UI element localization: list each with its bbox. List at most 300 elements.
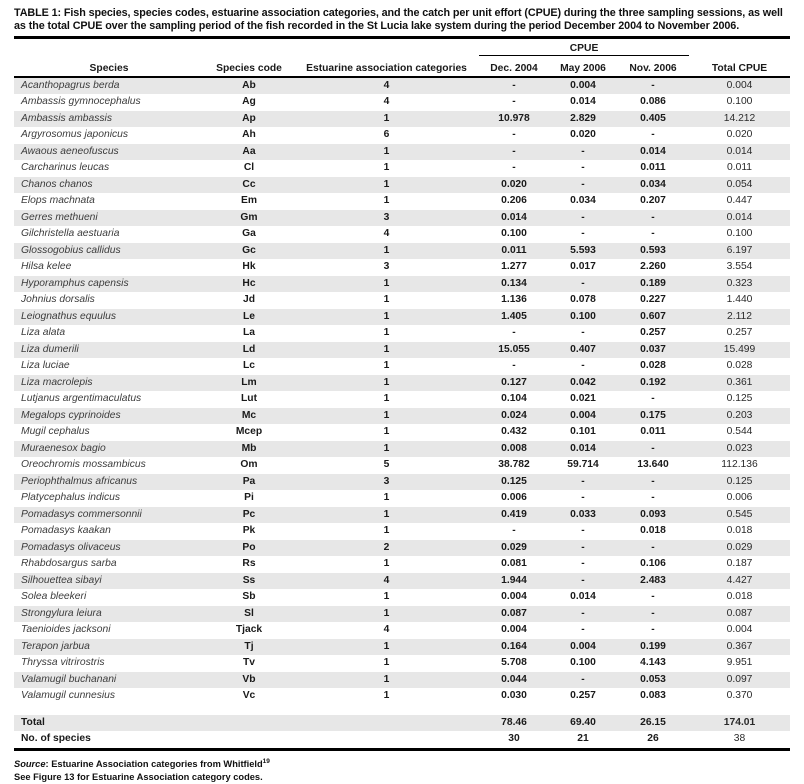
table-row — [14, 111, 790, 128]
estuarine-category: 3 — [383, 475, 390, 487]
table-row — [14, 457, 790, 474]
cpue-group-row — [14, 39, 790, 56]
cpue-dec-2004: 1.944 — [501, 574, 527, 586]
species-count-dec-2004: 30 — [479, 731, 549, 749]
table-row — [14, 523, 790, 540]
total-cpue: 0.018 — [726, 591, 753, 603]
total-row — [14, 715, 790, 732]
total-cpue: 9.951 — [726, 657, 753, 669]
table-row — [14, 375, 790, 392]
species-name: Awaous aeneofuscus — [21, 145, 119, 157]
cpue-dec-2004: 0.432 — [501, 426, 527, 438]
cpue-dec-2004: - — [512, 145, 516, 157]
species-name: Pomadasys olivaceus — [21, 541, 121, 553]
cpue-may-2006: 0.257 — [570, 690, 596, 702]
species-code: La — [242, 327, 256, 339]
cpue-may-2006: 5.593 — [570, 244, 596, 256]
species-code: Tv — [242, 657, 256, 669]
cpue-nov-2006: 0.083 — [640, 690, 666, 702]
cpue-may-2006: - — [581, 607, 585, 619]
species-code: Pi — [244, 492, 254, 504]
species-name: Periophthalmus africanus — [21, 475, 138, 487]
species-code: Aa — [242, 145, 256, 157]
cpue-may-2006: 0.101 — [570, 426, 596, 438]
species-name: Thryssa vitrirostris — [21, 657, 105, 669]
total-cpue: 15.499 — [723, 343, 756, 355]
source-reference-superscript: 19 — [262, 757, 270, 765]
estuarine-category: 1 — [383, 178, 390, 190]
species-code: Gc — [242, 244, 256, 256]
species-code: Lut — [240, 393, 257, 405]
estuarine-category: 2 — [383, 541, 390, 553]
total-cpue: 112.136 — [721, 459, 758, 471]
table-row — [14, 556, 790, 573]
empty-header-cell — [14, 39, 204, 56]
cpue-nov-2006: - — [651, 79, 655, 91]
cpue-dec-2004: 1.277 — [501, 261, 527, 273]
table-row — [14, 688, 790, 705]
cpue-nov-2006: 4.143 — [640, 657, 666, 669]
source-text: : Estuarine Association categories from Whitfield — [45, 758, 263, 769]
table-row — [14, 358, 790, 375]
species-code: Ah — [242, 129, 256, 141]
col-header-estuarine-category: Estuarine association categories — [294, 55, 479, 77]
table-row — [14, 226, 790, 243]
empty-cell — [204, 731, 294, 749]
species-code: Tjack — [235, 624, 263, 636]
species-code: Ap — [242, 112, 256, 124]
total-cpue: 0.006 — [726, 492, 753, 504]
cpue-nov-2006: - — [651, 607, 655, 619]
estuarine-category: 4 — [383, 96, 390, 108]
table-body — [14, 77, 790, 705]
cpue-dec-2004: 0.014 — [501, 211, 527, 223]
cpue-may-2006: - — [581, 327, 585, 339]
empty-header-cell — [689, 39, 790, 56]
cpue-dec-2004: - — [512, 129, 516, 141]
cpue-nov-2006: - — [651, 393, 655, 405]
species-code: Ld — [242, 343, 256, 355]
cpue-dec-2004: 0.081 — [501, 558, 527, 570]
species-name: Solea bleekeri — [21, 591, 87, 603]
species-code: Cl — [243, 162, 255, 174]
cpue-dec-2004: 0.127 — [501, 376, 527, 388]
cpue-dec-2004: 38.782 — [498, 459, 530, 471]
cpue-may-2006: - — [581, 541, 585, 553]
col-header-nov-2006: Nov. 2006 — [617, 55, 689, 77]
cpue-may-2006: - — [581, 178, 585, 190]
species-code: Le — [242, 310, 256, 322]
cpue-nov-2006: - — [651, 442, 655, 454]
species-name: Muraenesox bagio — [21, 442, 106, 454]
cpue-nov-2006: 0.086 — [640, 96, 666, 108]
estuarine-category: 1 — [383, 426, 390, 438]
cpue-nov-2006: 0.199 — [640, 640, 666, 652]
cpue-nov-2006: 0.257 — [640, 327, 666, 339]
species-name: Gilchristella aestuaria — [21, 228, 120, 240]
total-cpue-dec-2004: 78.46 — [501, 716, 527, 728]
cpue-nov-2006: 0.093 — [640, 508, 666, 520]
cpue-may-2006: 0.100 — [570, 657, 596, 669]
cpue-dec-2004: 0.030 — [501, 690, 527, 702]
total-cpue: 0.054 — [726, 178, 753, 190]
cpue-dec-2004: 0.020 — [501, 178, 527, 190]
estuarine-category: 1 — [383, 277, 390, 289]
total-cpue: 0.011 — [727, 162, 753, 174]
species-name: Silhouettea sibayi — [21, 574, 102, 586]
species-name: Liza luciae — [21, 360, 70, 372]
cpue-dec-2004: 10.978 — [498, 112, 530, 124]
total-cpue: 0.187 — [726, 558, 753, 570]
total-cpue: 0.544 — [726, 426, 753, 438]
cpue-may-2006: - — [581, 211, 585, 223]
total-cpue: 0.125 — [726, 475, 753, 487]
table-row — [14, 127, 790, 144]
species-code: Pa — [242, 475, 256, 487]
species-name: Glossogobius callidus — [21, 244, 121, 256]
total-cpue: 0.018 — [726, 525, 753, 537]
cpue-dec-2004: - — [512, 327, 516, 339]
species-code: Cc — [242, 178, 256, 190]
total-cpue: 2.112 — [727, 310, 753, 322]
estuarine-category: 1 — [383, 508, 390, 520]
cpue-may-2006: - — [581, 624, 585, 636]
cpue-nov-2006: 0.175 — [640, 409, 666, 421]
estuarine-category: 1 — [383, 393, 390, 405]
cpue-dec-2004: - — [512, 79, 516, 91]
species-name: Chanos chanos — [21, 178, 93, 190]
table-row — [14, 622, 790, 639]
cpue-dec-2004: - — [512, 96, 516, 108]
estuarine-category: 1 — [383, 607, 390, 619]
species-name: Hilsa kelee — [21, 261, 72, 273]
species-code: Mb — [241, 442, 257, 454]
col-header-species: Species — [14, 55, 204, 77]
estuarine-category: 1 — [383, 360, 390, 372]
estuarine-category: 4 — [383, 79, 390, 91]
species-code: Po — [242, 541, 256, 553]
cpue-dec-2004: 0.125 — [501, 475, 527, 487]
table-row — [14, 408, 790, 425]
species-name: Mugil cephalus — [21, 426, 90, 438]
estuarine-category: 3 — [383, 261, 390, 273]
total-cpue: 0.004 — [726, 624, 753, 636]
total-cpue: 0.100 — [726, 96, 753, 108]
cpue-may-2006: - — [581, 360, 585, 372]
estuarine-category: 1 — [383, 558, 390, 570]
table-caption-text: Fish species, species codes, estuarine association categories, and the catch per unit effort (CPUE) during the three sampling sessions, as well as the total CPUE over the sampling period of the fish recorded in the St Lucia lake system during the period December 2004 to November 2006. — [14, 7, 783, 32]
cpue-nov-2006: - — [651, 228, 655, 240]
table-row — [14, 177, 790, 194]
estuarine-category: 1 — [383, 145, 390, 157]
estuarine-category: 1 — [383, 525, 390, 537]
species-name: Hyporamphus capensis — [21, 277, 129, 289]
total-cpue: 3.554 — [726, 261, 753, 273]
cpue-nov-2006: - — [651, 541, 655, 553]
species-name: Carcharinus leucas — [21, 162, 110, 174]
cpue-may-2006: 0.034 — [570, 195, 596, 207]
table-row — [14, 474, 790, 491]
cpue-dec-2004: 0.004 — [501, 591, 527, 603]
species-code: Vb — [242, 673, 256, 685]
spacer-row — [14, 705, 790, 715]
species-name: Gerres methueni — [21, 211, 98, 223]
col-header-may-2006: May 2006 — [549, 55, 617, 77]
cpue-nov-2006: 0.192 — [640, 376, 666, 388]
cpue-dec-2004: 0.164 — [501, 640, 527, 652]
table-row — [14, 160, 790, 177]
species-name: Platycephalus indicus — [21, 492, 121, 504]
cpue-may-2006: 0.014 — [570, 442, 596, 454]
table-row — [14, 490, 790, 507]
cpue-nov-2006: 0.028 — [640, 360, 666, 372]
cpue-dec-2004: 0.087 — [501, 607, 527, 619]
total-cpue: 1.440 — [726, 294, 753, 306]
cpue-nov-2006: 0.593 — [640, 244, 666, 256]
table-row — [14, 276, 790, 293]
estuarine-category: 1 — [383, 244, 390, 256]
estuarine-category: 1 — [383, 657, 390, 669]
total-cpue: 0.014 — [726, 211, 753, 223]
species-code: Ga — [242, 228, 256, 240]
cpue-may-2006: - — [581, 574, 585, 586]
estuarine-category: 1 — [383, 409, 390, 421]
estuarine-category: 4 — [383, 624, 390, 636]
figure-note: See Figure 13 for Estuarine Association category codes. — [14, 771, 263, 782]
cpue-may-2006: - — [581, 673, 585, 685]
total-cpue: 0.447 — [726, 195, 753, 207]
species-code: Ag — [242, 96, 256, 108]
cpue-dec-2004: 0.024 — [501, 409, 527, 421]
estuarine-category: 6 — [383, 129, 390, 141]
cpue-nov-2006: 0.189 — [640, 277, 666, 289]
table-row — [14, 325, 790, 342]
empty-cell — [204, 715, 294, 732]
cpue-may-2006: 0.100 — [570, 310, 596, 322]
species-code: Om — [240, 459, 258, 471]
cpue-dec-2004: 0.134 — [501, 277, 527, 289]
species-code: Sl — [244, 607, 254, 619]
cpue-may-2006: - — [581, 475, 585, 487]
cpue-may-2006: 0.014 — [570, 591, 596, 603]
cpue-dec-2004: 0.206 — [501, 195, 527, 207]
col-header-total-cpue: Total CPUE — [689, 55, 790, 77]
cpue-nov-2006: 0.037 — [640, 343, 666, 355]
species-name: Oreochromis mossambicus — [21, 459, 146, 471]
cpue-dec-2004: 0.008 — [501, 442, 527, 454]
estuarine-category: 1 — [383, 294, 390, 306]
total-cpue-nov-2006: 26.15 — [640, 716, 666, 728]
species-name: Rhabdosargus sarba — [21, 558, 117, 570]
table-row — [14, 424, 790, 441]
total-cpue: 0.361 — [726, 376, 753, 388]
cpue-may-2006: - — [581, 145, 585, 157]
empty-header-cell — [204, 39, 294, 56]
cpue-nov-2006: - — [651, 475, 655, 487]
empty-cell — [294, 731, 479, 749]
total-cpue: 0.545 — [726, 508, 753, 520]
cpue-dec-2004: 0.029 — [501, 541, 527, 553]
table-row — [14, 441, 790, 458]
estuarine-category: 1 — [383, 162, 390, 174]
species-code: Em — [240, 195, 258, 207]
species-code: Ab — [242, 79, 256, 91]
species-name: Elops machnata — [21, 195, 95, 207]
species-name: Valamugil cunnesius — [21, 690, 116, 702]
cpue-may-2006: 0.042 — [570, 376, 596, 388]
species-name: Valamugil buchanani — [21, 673, 117, 685]
cpue-dec-2004: 0.044 — [501, 673, 527, 685]
cpue-may-2006: 0.407 — [570, 343, 596, 355]
cpue-nov-2006: 13.640 — [637, 459, 669, 471]
col-header-species-code: Species code — [204, 55, 294, 77]
table-row — [14, 342, 790, 359]
source-footnote — [14, 755, 790, 771]
table-caption — [14, 7, 790, 39]
species-name: Pomadasys kaakan — [21, 525, 111, 537]
species-count-total: 38 — [689, 731, 790, 749]
cpue-nov-2006: - — [651, 211, 655, 223]
estuarine-category: 1 — [383, 640, 390, 652]
cpue-may-2006: - — [581, 277, 585, 289]
cpue-nov-2006: 2.260 — [640, 261, 666, 273]
species-name: Strongylura leiura — [21, 607, 102, 619]
total-cpue-may-2006: 69.40 — [570, 716, 596, 728]
table-row — [14, 507, 790, 524]
table-row — [14, 391, 790, 408]
species-count-may-2006: 21 — [549, 731, 617, 749]
cpue-may-2006: 0.004 — [570, 79, 596, 91]
cpue-dec-2004: 0.100 — [501, 228, 527, 240]
table-row — [14, 144, 790, 161]
species-cpue-table — [14, 39, 790, 751]
estuarine-category: 1 — [383, 112, 390, 124]
species-code: Vc — [242, 690, 256, 702]
table-row — [14, 210, 790, 227]
cpue-dec-2004: - — [512, 162, 516, 174]
cpue-may-2006: 0.017 — [570, 261, 596, 273]
species-name: Terapon jarbua — [21, 640, 90, 652]
species-name: Leiognathus equulus — [21, 310, 117, 322]
cpue-nov-2006: 0.034 — [640, 178, 666, 190]
cpue-nov-2006: 2.483 — [640, 574, 666, 586]
cpue-nov-2006: - — [651, 492, 655, 504]
cpue-may-2006: 0.078 — [570, 294, 596, 306]
species-name: Liza macrolepis — [21, 376, 93, 388]
species-name: Taenioides jacksoni — [21, 624, 111, 636]
table-row — [14, 540, 790, 557]
cpue-dec-2004: 15.055 — [498, 343, 530, 355]
cpue-may-2006: 0.004 — [570, 409, 596, 421]
species-name: Liza dumerili — [21, 343, 79, 355]
cpue-may-2006: - — [581, 558, 585, 570]
species-name: Acanthopagrus berda — [21, 79, 120, 91]
estuarine-category: 1 — [383, 195, 390, 207]
species-code: Hk — [242, 261, 256, 273]
species-code: Lm — [241, 376, 257, 388]
species-code: Rs — [242, 558, 256, 570]
table-row — [14, 606, 790, 623]
grand-total-cpue: 174.01 — [723, 716, 756, 728]
table-row — [14, 672, 790, 689]
total-cpue: 0.323 — [726, 277, 753, 289]
species-count-label: No. of species — [14, 731, 204, 749]
total-cpue: 14.212 — [723, 112, 756, 124]
species-name: Ambassis gymnocephalus — [21, 96, 141, 108]
cpue-nov-2006: 0.607 — [640, 310, 666, 322]
table-row — [14, 589, 790, 606]
species-name: Liza alata — [21, 327, 66, 339]
table-row — [14, 292, 790, 309]
species-count-row — [14, 731, 790, 749]
cpue-may-2006: - — [581, 162, 585, 174]
total-cpue: 0.029 — [726, 541, 753, 553]
cpue-nov-2006: 0.106 — [640, 558, 666, 570]
species-code: Jd — [242, 294, 256, 306]
table-row — [14, 77, 790, 95]
total-cpue: 0.370 — [726, 690, 753, 702]
estuarine-category: 1 — [383, 327, 390, 339]
cpue-nov-2006: 0.227 — [640, 294, 666, 306]
species-code: Tj — [244, 640, 254, 652]
table-row — [14, 655, 790, 672]
table-summary — [14, 705, 790, 750]
estuarine-category: 4 — [383, 228, 390, 240]
estuarine-category: 1 — [383, 442, 390, 454]
species-code: Mcep — [235, 426, 263, 438]
total-cpue: 0.203 — [726, 409, 753, 421]
cpue-may-2006: 0.020 — [570, 129, 596, 141]
cpue-group-header: CPUE — [479, 39, 689, 56]
species-name: Megalops cyprinoides — [21, 409, 121, 421]
cpue-nov-2006: 0.014 — [640, 145, 666, 157]
cpue-may-2006: 0.021 — [570, 393, 596, 405]
cpue-nov-2006: - — [651, 591, 655, 603]
total-cpue: 0.097 — [726, 673, 753, 685]
cpue-dec-2004: 0.104 — [501, 393, 527, 405]
estuarine-category: 3 — [383, 211, 390, 223]
species-code: Gm — [240, 211, 258, 223]
cpue-dec-2004: 1.405 — [501, 310, 527, 322]
cpue-may-2006: - — [581, 228, 585, 240]
estuarine-category: 1 — [383, 343, 390, 355]
species-code: Hc — [242, 277, 256, 289]
estuarine-category: 4 — [383, 574, 390, 586]
species-name: Argyrosomus japonicus — [21, 129, 129, 141]
footnotes — [14, 751, 790, 784]
species-name: Lutjanus argentimaculatus — [21, 393, 142, 405]
cpue-may-2006: 2.829 — [570, 112, 596, 124]
estuarine-category: 1 — [383, 376, 390, 388]
species-code: Pc — [242, 508, 256, 520]
cpue-nov-2006: 0.053 — [640, 673, 666, 685]
cpue-nov-2006: - — [651, 624, 655, 636]
empty-header-cell — [294, 39, 479, 56]
estuarine-category: 1 — [383, 310, 390, 322]
cpue-dec-2004: - — [512, 360, 516, 372]
cpue-nov-2006: 0.011 — [640, 426, 666, 438]
table-row — [14, 193, 790, 210]
table-row — [14, 639, 790, 656]
species-name: Pomadasys commersonnii — [21, 508, 142, 520]
table-row — [14, 309, 790, 326]
cpue-dec-2004: 0.011 — [501, 244, 527, 256]
total-row-label: Total — [21, 716, 45, 728]
total-cpue: 0.020 — [726, 129, 753, 141]
table-header — [14, 39, 790, 77]
total-cpue: 4.427 — [726, 574, 753, 586]
table-row — [14, 94, 790, 111]
